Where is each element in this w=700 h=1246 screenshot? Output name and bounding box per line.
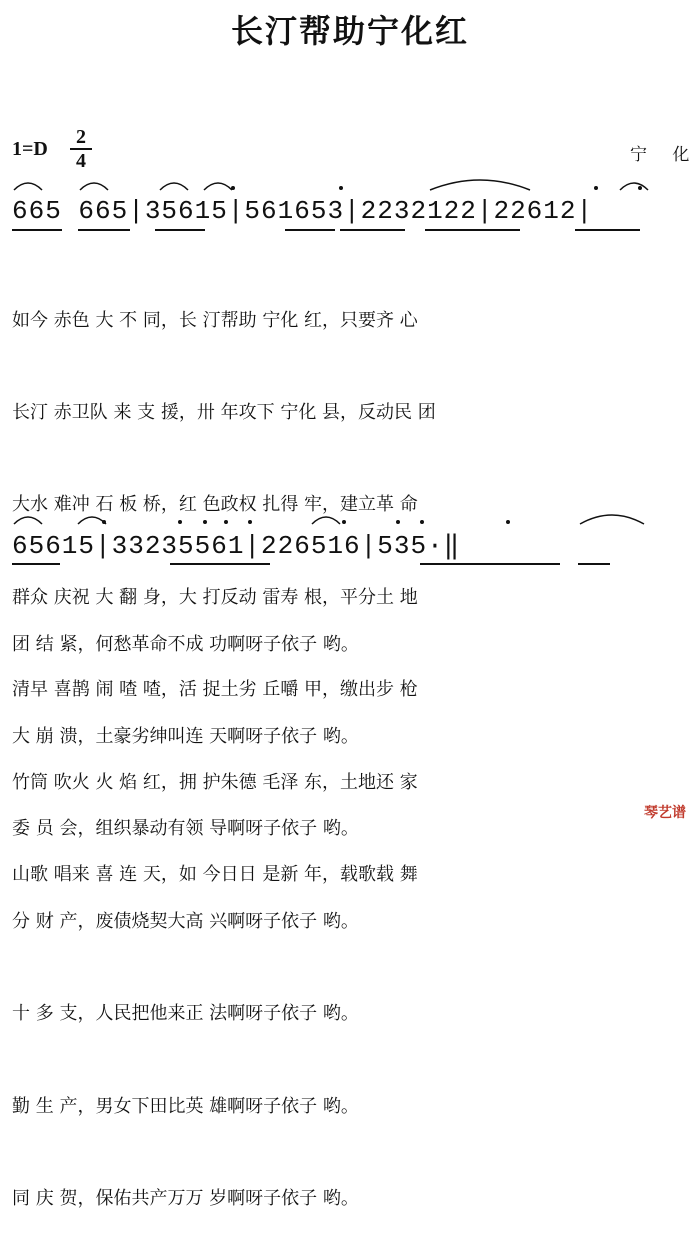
lyric-line: 大水 难冲 石 板 桥，红 色政权 扎得 牢，建立革 命: [12, 494, 418, 516]
lyric-line: 勤 生 产，男女下田比英 雄啊呀子依子 哟。: [12, 1095, 359, 1117]
lyric-line: 山歌 唱来 喜 连 天，如 今日日 是新 年，载歌载 舞: [12, 863, 418, 885]
octave-dots-1: [231, 186, 642, 190]
lyric-line: 分 财 产，废债烧契大高 兴啊呀子依子 哟。: [12, 910, 359, 932]
slurs-1: [14, 180, 648, 190]
time-signature-top: 2: [76, 126, 86, 148]
lyric-line: 群众 庆祝 大 翻 身，大 打反动 雷寿 根，平分土 地: [12, 586, 418, 608]
lyric-line: 如今 赤色 大 不 同，长 汀帮助 宁化 红，只要齐 心: [12, 309, 418, 331]
lyric-line: 大 崩 溃，土豪劣绅叫连 天啊呀子依子 哟。: [12, 725, 359, 747]
lyrics-block-2: [12, 568, 359, 1246]
lyric-line: 委 员 会，组织暴动有领 导啊呀子依子 哟。: [12, 818, 359, 840]
key-signature: 1=D: [12, 138, 48, 160]
song-origin: 宁 化: [630, 145, 700, 165]
lyric-line: 十 多 支，人民把他来正 法啊呀子依子 哟。: [12, 1003, 359, 1025]
lyric-line: 竹筒 吹火 火 焰 红，拥 护朱德 毛泽 东，土地还 家: [12, 771, 418, 793]
lyric-line: 团 结 紧，何愁革命不成 功啊呀子依子 哟。: [12, 633, 359, 655]
time-signature: [70, 126, 92, 172]
lyric-line: 同 庆 贺，保佑共产万万 岁啊呀子依子 哟。: [12, 1187, 359, 1209]
watermark: 琴艺谱: [644, 805, 686, 821]
lyric-line: 长汀 赤卫队 来 支 援，卅 年攻下 宁化 县，反动民 团: [12, 401, 436, 423]
lyric-line: 清早 喜鹊 闹 喳 喳，活 捉土劣 丘嚼 甲，缴出步 枪: [12, 679, 418, 701]
notation-line-2: 65615|33235561|226516|535·‖: [12, 531, 461, 561]
song-title: 长汀帮助宁化红: [230, 12, 469, 50]
time-signature-bottom: 4: [70, 148, 92, 172]
notation-line-1: 665 665|35615|561653|2232122|22612|: [12, 196, 594, 226]
